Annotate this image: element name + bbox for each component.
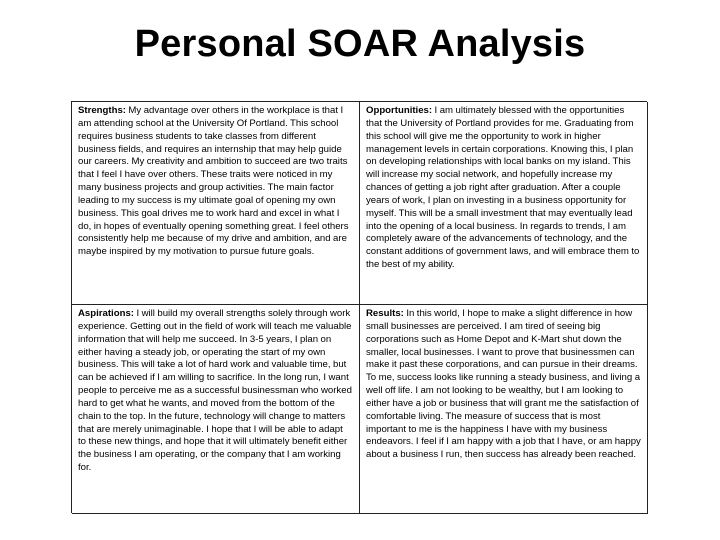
results-text: In this world, I hope to make a slight difference in how small businesses are perceived. I am tired of seeing big corporations such as Home Depot and K-Mart shut down the smaller, local businesses. I want to prove that businessmen can make it past these corporations, and can pursue in their dreams. To me, success looks like running a steady business, and living a well off life. I am not looking to be wealthy, but I am looking to either have a job or business that will grant me the satisfaction of comfortable living. The measure of success that is most important to me is the happiness I have with my business endeavors. I feel if I am happy with a job that I have, or am happy about a business I run, then success has already been reached.	[366, 308, 641, 461]
results-label: Results:	[366, 308, 404, 319]
strengths-label: Strengths:	[78, 105, 126, 116]
aspirations-text: I will build my overall strengths solely through work experience. Getting out in the field of work will teach me valuable information that will help me succeed. In 3-5 years, I plan on either having a steady job, or operating the start of my own business. This will take a lot of hard work and valuable time, but can be achieved if I am willing to sacrifice. In the long run, I want people to perceive me as a successful businessman who worked hard to get what he wants, and moved from the bottom of the chain to the top. In the future, technology will change to matters that are merely unimaginable. I hope that I will be able to adapt to these new things, and hope that it will ultimately benefit either the business I am operating, or the company that I am working for.	[78, 308, 352, 474]
strengths-cell	[72, 102, 360, 305]
opportunities-cell	[360, 102, 648, 305]
results-paragraph	[366, 308, 641, 462]
opportunities-text: I am ultimately blessed with the opportunities that the University of Portland provides for me. Graduating from this school will give me the opportunity to work in higher management levels in certain corporations. Knowing this, I plan on developing relationships with local banks on my island. This will increase my social network, and hopefully increase my chances of getting a job right after graduation. After a couple years of work, I plan on investing in a business opportunity for myself. This will be a small investment that may eventually lead into the opening of a local business. In regards to trends, I am completely aware of the advancements of technology, and the constant additions of government laws, and will embrace them to the best of my ability.	[366, 105, 640, 271]
strengths-text: My advantage over others in the workplace is that I am attending school at the University Of Portland. This school requires business students to take classes from different business fields, and requires an internship that may help guide our careers. My creativity and ambition to succeed are two traits that I feel I have over others. These traits were noticed in my many business projects and group activities. The main factor leading to my success is my ultimate goal of opening my own business. This goal drives me to work hard and excel in what I do, in hopes of eventually opening something great. I feel others consistently help me because of my drive and ambition, and are maybe inspired by my motivation to pursue future goals.	[78, 105, 349, 258]
soar-table	[71, 101, 647, 513]
aspirations-paragraph	[78, 308, 353, 475]
aspirations-cell	[72, 305, 360, 514]
opportunities-label: Opportunities:	[366, 105, 433, 116]
results-cell	[360, 305, 648, 514]
page-title: Personal SOAR Analysis	[134, 23, 586, 65]
strengths-paragraph	[78, 105, 353, 259]
aspirations-label: Aspirations:	[78, 308, 134, 319]
opportunities-paragraph	[366, 105, 641, 272]
